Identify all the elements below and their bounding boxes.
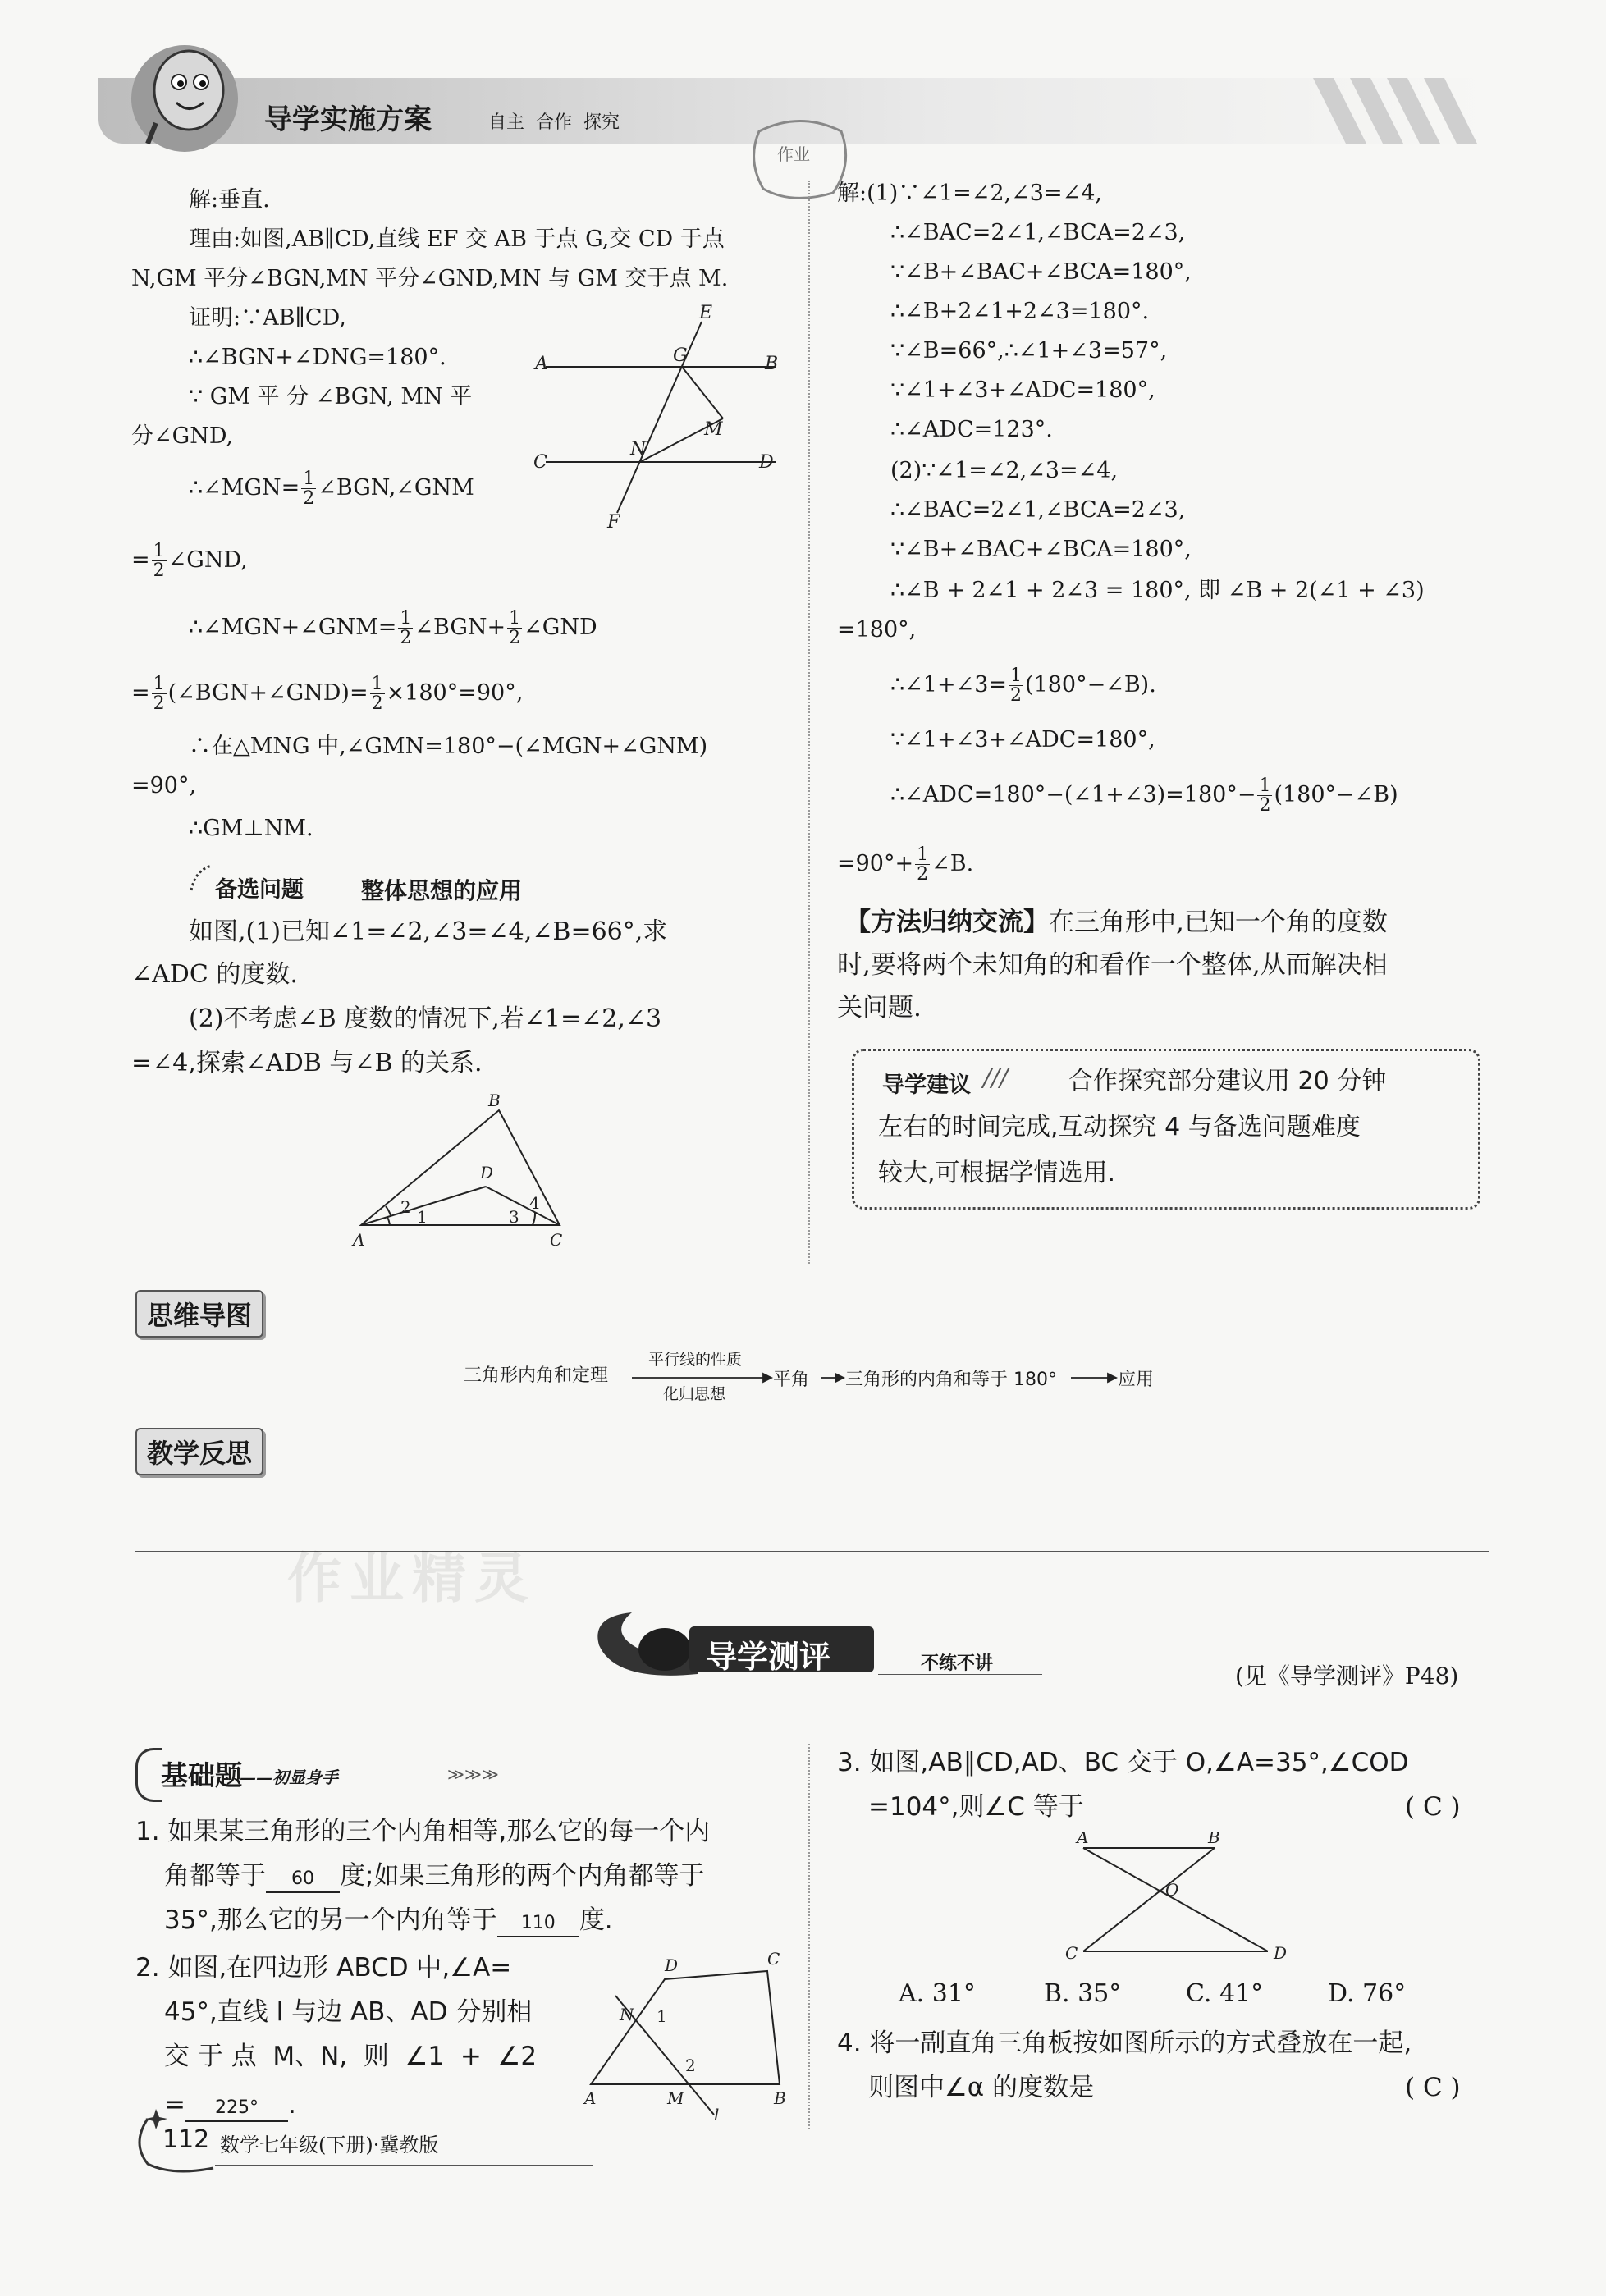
svg-text:C: C	[1065, 1943, 1078, 1963]
label-C: C	[533, 452, 547, 473]
test-banner-ref: (见《导学测评》P48)	[1235, 1663, 1459, 1690]
header-title: 导学实施方案	[264, 103, 432, 136]
q1-answer-2: 110	[497, 1911, 579, 1937]
label-C: C	[550, 1230, 563, 1250]
advice-slashes: ///	[983, 1063, 1009, 1092]
label-B: B	[488, 1091, 501, 1110]
sparkle-icon	[187, 862, 215, 894]
q4-line-2: 则图中∠α 的度数是	[868, 2073, 1095, 2102]
basic-tag-sub: ——初显身手	[240, 1768, 338, 1787]
left-line-14: ∴GM⊥NM.	[189, 816, 313, 841]
header-subtitle: 自主 合作 探究	[488, 112, 620, 133]
label-B: B	[765, 354, 779, 374]
right-line-8: (2)∵∠1=∠2,∠3=∠4,	[890, 458, 1119, 483]
svg-text:A: A	[584, 2088, 597, 2108]
mindmap-node-1: 平角	[773, 1370, 810, 1390]
q4-answer: ( C )	[1405, 2073, 1461, 2102]
svg-text:作业: 作业	[777, 144, 810, 164]
mindmap-below-label: 化归思想	[663, 1385, 726, 1403]
right-line-5: ∵∠B=66°,∴∠1+∠3=57°,	[890, 338, 1168, 364]
right-line-3: ∵∠B+∠BAC+∠BCA=180°,	[890, 259, 1192, 285]
label-A: A	[535, 354, 548, 374]
label-G: G	[673, 345, 688, 366]
svg-text:D: D	[665, 1955, 679, 1975]
basic-tag-chevrons: ≫≫≫	[447, 1764, 499, 1784]
footer-book: 数学七年级(下册)·冀教版	[220, 2134, 439, 2157]
q3-line-2: =104°,则∠C 等于	[868, 1792, 1084, 1822]
label-M: M	[704, 419, 723, 440]
svg-text:O: O	[1165, 1880, 1179, 1900]
figure-parallel-lines	[525, 304, 796, 533]
right-line-16: =90°+ $\frac{1}{2}$ ∠B.	[837, 844, 974, 885]
problem-title: 整体思想的应用	[361, 877, 523, 904]
column-divider-lower	[808, 1744, 810, 2129]
svg-text:3: 3	[509, 1207, 519, 1227]
label-N: N	[630, 439, 647, 460]
q4-line-1: 4. 将一副直角三角板按如图所示的方式叠放在一起,	[837, 2028, 1412, 2058]
left-line-2: 理由:如图,AB∥CD,直线 EF 交 AB 于点 G,交 CD 于点	[189, 226, 725, 252]
test-banner-rule	[878, 1674, 1042, 1675]
q2-line-3: 交 于 点 M、N, 则 ∠1 + ∠2	[164, 2042, 538, 2071]
svg-text:C: C	[767, 1949, 780, 1969]
right-line-10: ∵∠B+∠BAC+∠BCA=180°,	[890, 537, 1192, 562]
q3-line-1: 3. 如图,AB∥CD,AD、BC 交于 O,∠A=35°,∠COD	[837, 1748, 1409, 1777]
right-line-1: 解:(1)∵∠1=∠2,∠3=∠4,	[837, 181, 1102, 206]
reflection-tag: 教学反思	[135, 1428, 263, 1475]
svg-text:1: 1	[417, 1207, 428, 1227]
mindmap-above-label: 平行线的性质	[648, 1351, 743, 1369]
mindmap-tag: 思维导图	[135, 1290, 263, 1338]
right-line-4: ∴∠B+2∠1+2∠3=180°.	[890, 299, 1150, 324]
left-line-9: = $\frac{1}{2}$ ∠GND,	[131, 541, 248, 582]
label-F: F	[607, 512, 620, 533]
method-line-1: 【方法归纳交流】在三角形中,已知一个角的度数	[845, 908, 1388, 937]
q2-line-2: 45°,直线 l 与边 AB、AD 分别相	[164, 1997, 533, 2027]
right-line-13: ∴∠1+∠3= $\frac{1}{2}$ (180°−∠B).	[890, 665, 1156, 707]
mindmap-start: 三角形内角和定理	[464, 1365, 609, 1386]
right-line-14: ∵∠1+∠3+∠ADC=180°,	[890, 727, 1155, 752]
problem-tag: 备选问题	[215, 877, 304, 903]
left-line-7: 分∠GND,	[131, 423, 234, 449]
mascot-icon	[123, 33, 246, 156]
problem-line-4: =∠4,探索∠ADB 与∠B 的关系.	[131, 1049, 483, 1077]
right-line-11: ∴∠B + 2∠1 + 2∠3 = 180°, 即 ∠B + 2(∠1 + ∠3)	[890, 578, 1425, 603]
svg-text:2: 2	[400, 1197, 411, 1217]
left-line-12: ∴在△MNG 中,∠GMN=180°−(∠MGN+∠GNM)	[189, 734, 708, 759]
method-label: 【方法归纳交流】	[845, 908, 1049, 937]
q1-line-2: 角都等于 60 度;如果三角形的两个内角都等于	[164, 1859, 704, 1894]
label-A: A	[353, 1230, 365, 1250]
right-line-12: =180°,	[837, 617, 917, 643]
left-line-5: ∴∠BGN+∠DNG=180°.	[189, 345, 446, 370]
q2-line-4: = 225° .	[164, 2088, 296, 2123]
mindmap-node-2: 三角形的内角和等于 180°	[845, 1370, 1057, 1390]
q1-answer-1: 60	[266, 1867, 340, 1893]
right-line-2: ∴∠BAC=2∠1,∠BCA=2∠3,	[890, 220, 1186, 245]
advice-line-2: 左右的时间完成,互动探究 4 与备选问题难度	[878, 1113, 1361, 1141]
basic-tag: 基础题	[161, 1759, 242, 1791]
test-banner-title: 导学测评	[706, 1639, 831, 1675]
label-D: D	[480, 1163, 494, 1182]
svg-text:M: M	[667, 2088, 684, 2108]
q1-line-1: 1. 如果某三角形的三个内角相等,那么它的每一个内	[135, 1817, 711, 1846]
fraction-half: $\frac{1}{2}$	[509, 608, 521, 649]
fraction-half: $\frac{1}{2}$	[153, 541, 165, 582]
left-line-13: =90°,	[131, 773, 197, 798]
q3-option-c: C. 41°	[1186, 1979, 1264, 2008]
figure-quadrilateral	[574, 1946, 796, 2127]
svg-text:4: 4	[529, 1193, 540, 1213]
figure-hourglass	[1059, 1832, 1288, 1963]
header-stripes	[1297, 78, 1485, 144]
left-line-8: ∴∠MGN= $\frac{1}{2}$ ∠BGN,∠GNM	[189, 469, 474, 510]
q1-line-3: 35°,那么它的另一个内角等于 110 度.	[164, 1904, 613, 1938]
svg-text:A: A	[1077, 1832, 1089, 1847]
svg-text:1: 1	[657, 2006, 667, 2026]
fraction-half: $\frac{1}{2}$	[153, 674, 165, 715]
q3-option-b: B. 35°	[1044, 1979, 1122, 2008]
fraction-half: $\frac{1}{2}$	[371, 674, 383, 715]
basic-tag-bracket	[135, 1748, 162, 1802]
test-banner-sub: 不练不讲	[921, 1653, 994, 1674]
page-number: 112	[162, 2125, 210, 2154]
advice-label: 导学建议	[882, 1073, 971, 1098]
right-line-7: ∴∠ADC=123°.	[890, 417, 1053, 442]
test-banner-swirl-icon	[583, 1600, 706, 1690]
fraction-half: $\frac{1}{2}$	[1259, 775, 1271, 816]
method-line-3: 关问题.	[837, 993, 922, 1022]
svg-text:N: N	[620, 2005, 634, 2024]
column-divider	[808, 181, 810, 1264]
q2-answer: 225°	[185, 2096, 288, 2122]
q3-option-a: A. 31°	[899, 1979, 976, 2008]
footer-rule	[215, 2165, 593, 2166]
svg-text:2: 2	[685, 2056, 696, 2075]
svg-text:B: B	[774, 2088, 786, 2108]
left-line-4: 证明:∵AB∥CD,	[189, 305, 346, 331]
advice-line-1: 合作探究部分建议用 20 分钟	[1068, 1067, 1387, 1095]
q3-option-d: D. 76°	[1328, 1979, 1407, 2008]
fraction-half: $\frac{1}{2}$	[1010, 665, 1023, 707]
watermark: 作业精灵	[287, 1546, 537, 1610]
right-line-9: ∴∠BAC=2∠1,∠BCA=2∠3,	[890, 497, 1186, 523]
mindmap-node-3: 应用	[1118, 1370, 1155, 1390]
svg-text:l: l	[714, 2105, 720, 2124]
right-line-15: ∴∠ADC=180°−(∠1+∠3)=180°− $\frac{1}{2}$ (180°−∠B)	[890, 775, 1398, 816]
svg-text:D: D	[1274, 1943, 1288, 1963]
fraction-half: $\frac{1}{2}$	[917, 844, 929, 885]
method-line-2: 时,要将两个未知角的和看作一个整体,从而解决相	[837, 950, 1388, 980]
advice-line-3: 较大,可根据学情选用.	[878, 1159, 1116, 1187]
left-line-6: ∵ GM 平 分 ∠BGN, MN 平	[189, 384, 473, 409]
fraction-half: $\frac{1}{2}$	[400, 608, 412, 649]
problem-line-3: (2)不考虑∠B 度数的情况下,若∠1=∠2,∠3	[189, 1004, 662, 1033]
svg-text:B: B	[1208, 1832, 1220, 1847]
left-line-3: N,GM 平分∠BGN,MN 平分∠GND,MN 与 GM 交于点 M.	[131, 266, 729, 291]
q2-line-1: 2. 如图,在四边形 ABCD 中,∠A=	[135, 1953, 512, 1983]
left-line-11: = $\frac{1}{2}$ (∠BGN+∠GND)= $\frac{1}{2}$ ×180°=90°,	[131, 674, 524, 715]
fraction-half: $\frac{1}{2}$	[303, 469, 315, 510]
label-D: D	[759, 452, 774, 473]
figure-triangle	[345, 1090, 574, 1254]
problem-line-1: 如图,(1)已知∠1=∠2,∠3=∠4,∠B=66°,求	[189, 917, 668, 946]
problem-line-2: ∠ADC 的度数.	[131, 960, 298, 989]
right-line-6: ∵∠1+∠3+∠ADC=180°,	[890, 377, 1155, 403]
left-line-1: 解:垂直.	[189, 187, 270, 213]
left-line-10: ∴∠MGN+∠GNM= $\frac{1}{2}$ ∠BGN+ $\frac{1}{2}$ ∠GND	[189, 608, 597, 649]
label-E: E	[699, 304, 713, 323]
q3-answer: ( C )	[1405, 1792, 1461, 1822]
